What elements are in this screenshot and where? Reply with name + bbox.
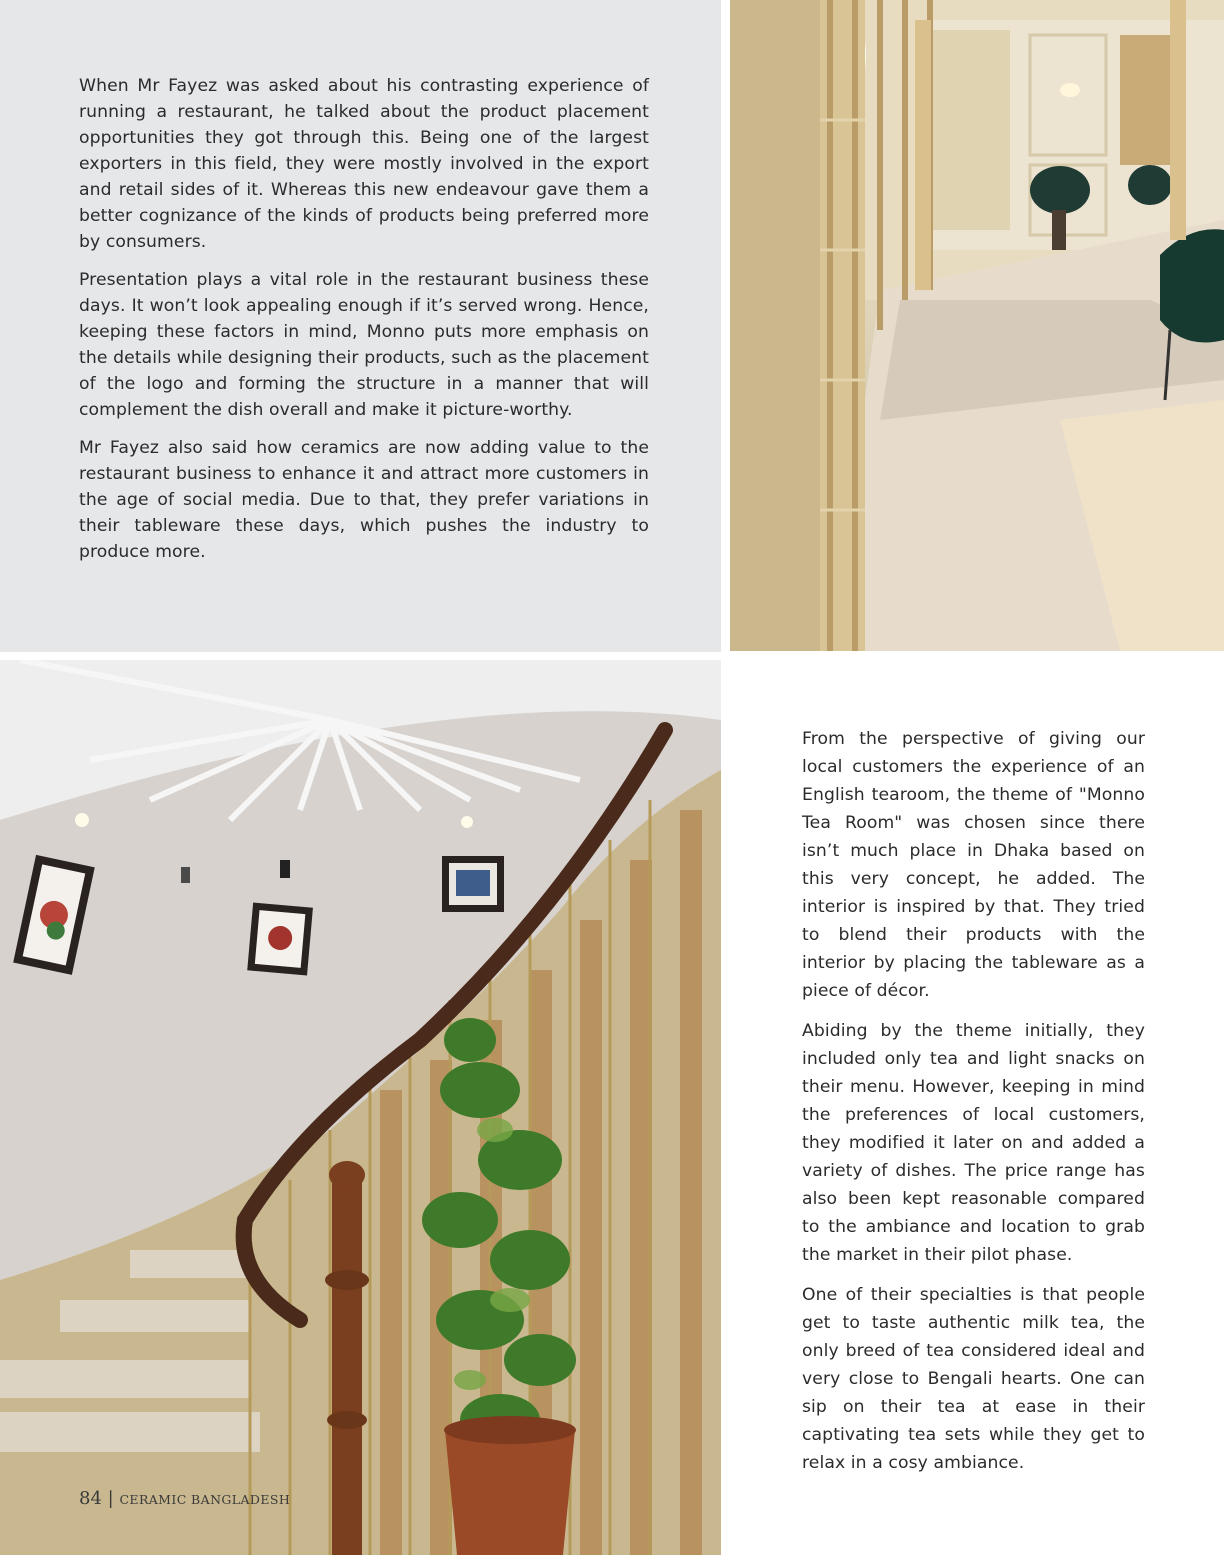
staircase-illustration (0, 660, 721, 1555)
page-footer (79, 1488, 290, 1509)
article-paragraph: Presentation plays a vital role in the restaurant business these days. It won’t look appealing enough if it’s served wrong. Hence, keeping these factors in mind, Monno puts more emphasis on the details while designing their products, such as the placement of the logo and forming the structure in a manner that will complement the dish overall and make it picture-worthy. (79, 270, 649, 420)
hallway-photo (730, 0, 1224, 651)
hallway-illustration (730, 0, 1224, 651)
footer-separator: | (107, 1488, 114, 1509)
article-paragraph: Mr Fayez also said how ceramics are now adding value to the restaurant business to enhance it and attract more customers in the age of social media. Due to that, they prefer variations in their tableware these days, which pushes the industry to produce more. (79, 438, 649, 562)
article-paragraph: When Mr Fayez was asked about his contrasting experience of running a restaurant, he talked about the product placement opportunities they got through this. Being one of the largest exporters in this field, they were mostly involved in the export and retail sides of it. Whereas this new endeavour gave them a better cognizance of the kinds of products being preferred more by consumers. (79, 76, 649, 252)
right-article-column (802, 725, 1145, 1489)
staircase-photo (0, 660, 721, 1555)
left-article-column (79, 73, 649, 577)
article-paragraph: From the perspective of giving our local customers the experience of an English tearoom, the theme of "Monno Tea Room" was chosen since there isn’t much place in Dhaka based on this very concept, he added. The interior is inspired by that. They tried to blend their products with the interior by placing the tableware as a piece of décor. (802, 729, 1145, 1001)
publication-name: CERAMIC BANGLADESH (119, 1492, 291, 1507)
page-number: 84 (79, 1488, 102, 1509)
article-paragraph: Abiding by the theme initially, they included only tea and light snacks on their menu. However, keeping in mind the preferences of local customers, they modified it later on and added a variety of dishes. The price range has also been kept reasonable compared to the ambiance and location to grab the market in their pilot phase. (802, 1021, 1145, 1265)
article-paragraph: One of their specialties is that people get to taste authentic milk tea, the only breed of tea considered ideal and very close to Bengali hearts. One can sip on their tea at ease in their captivating tea sets while they get to relax in a cosy ambiance. (802, 1285, 1145, 1473)
